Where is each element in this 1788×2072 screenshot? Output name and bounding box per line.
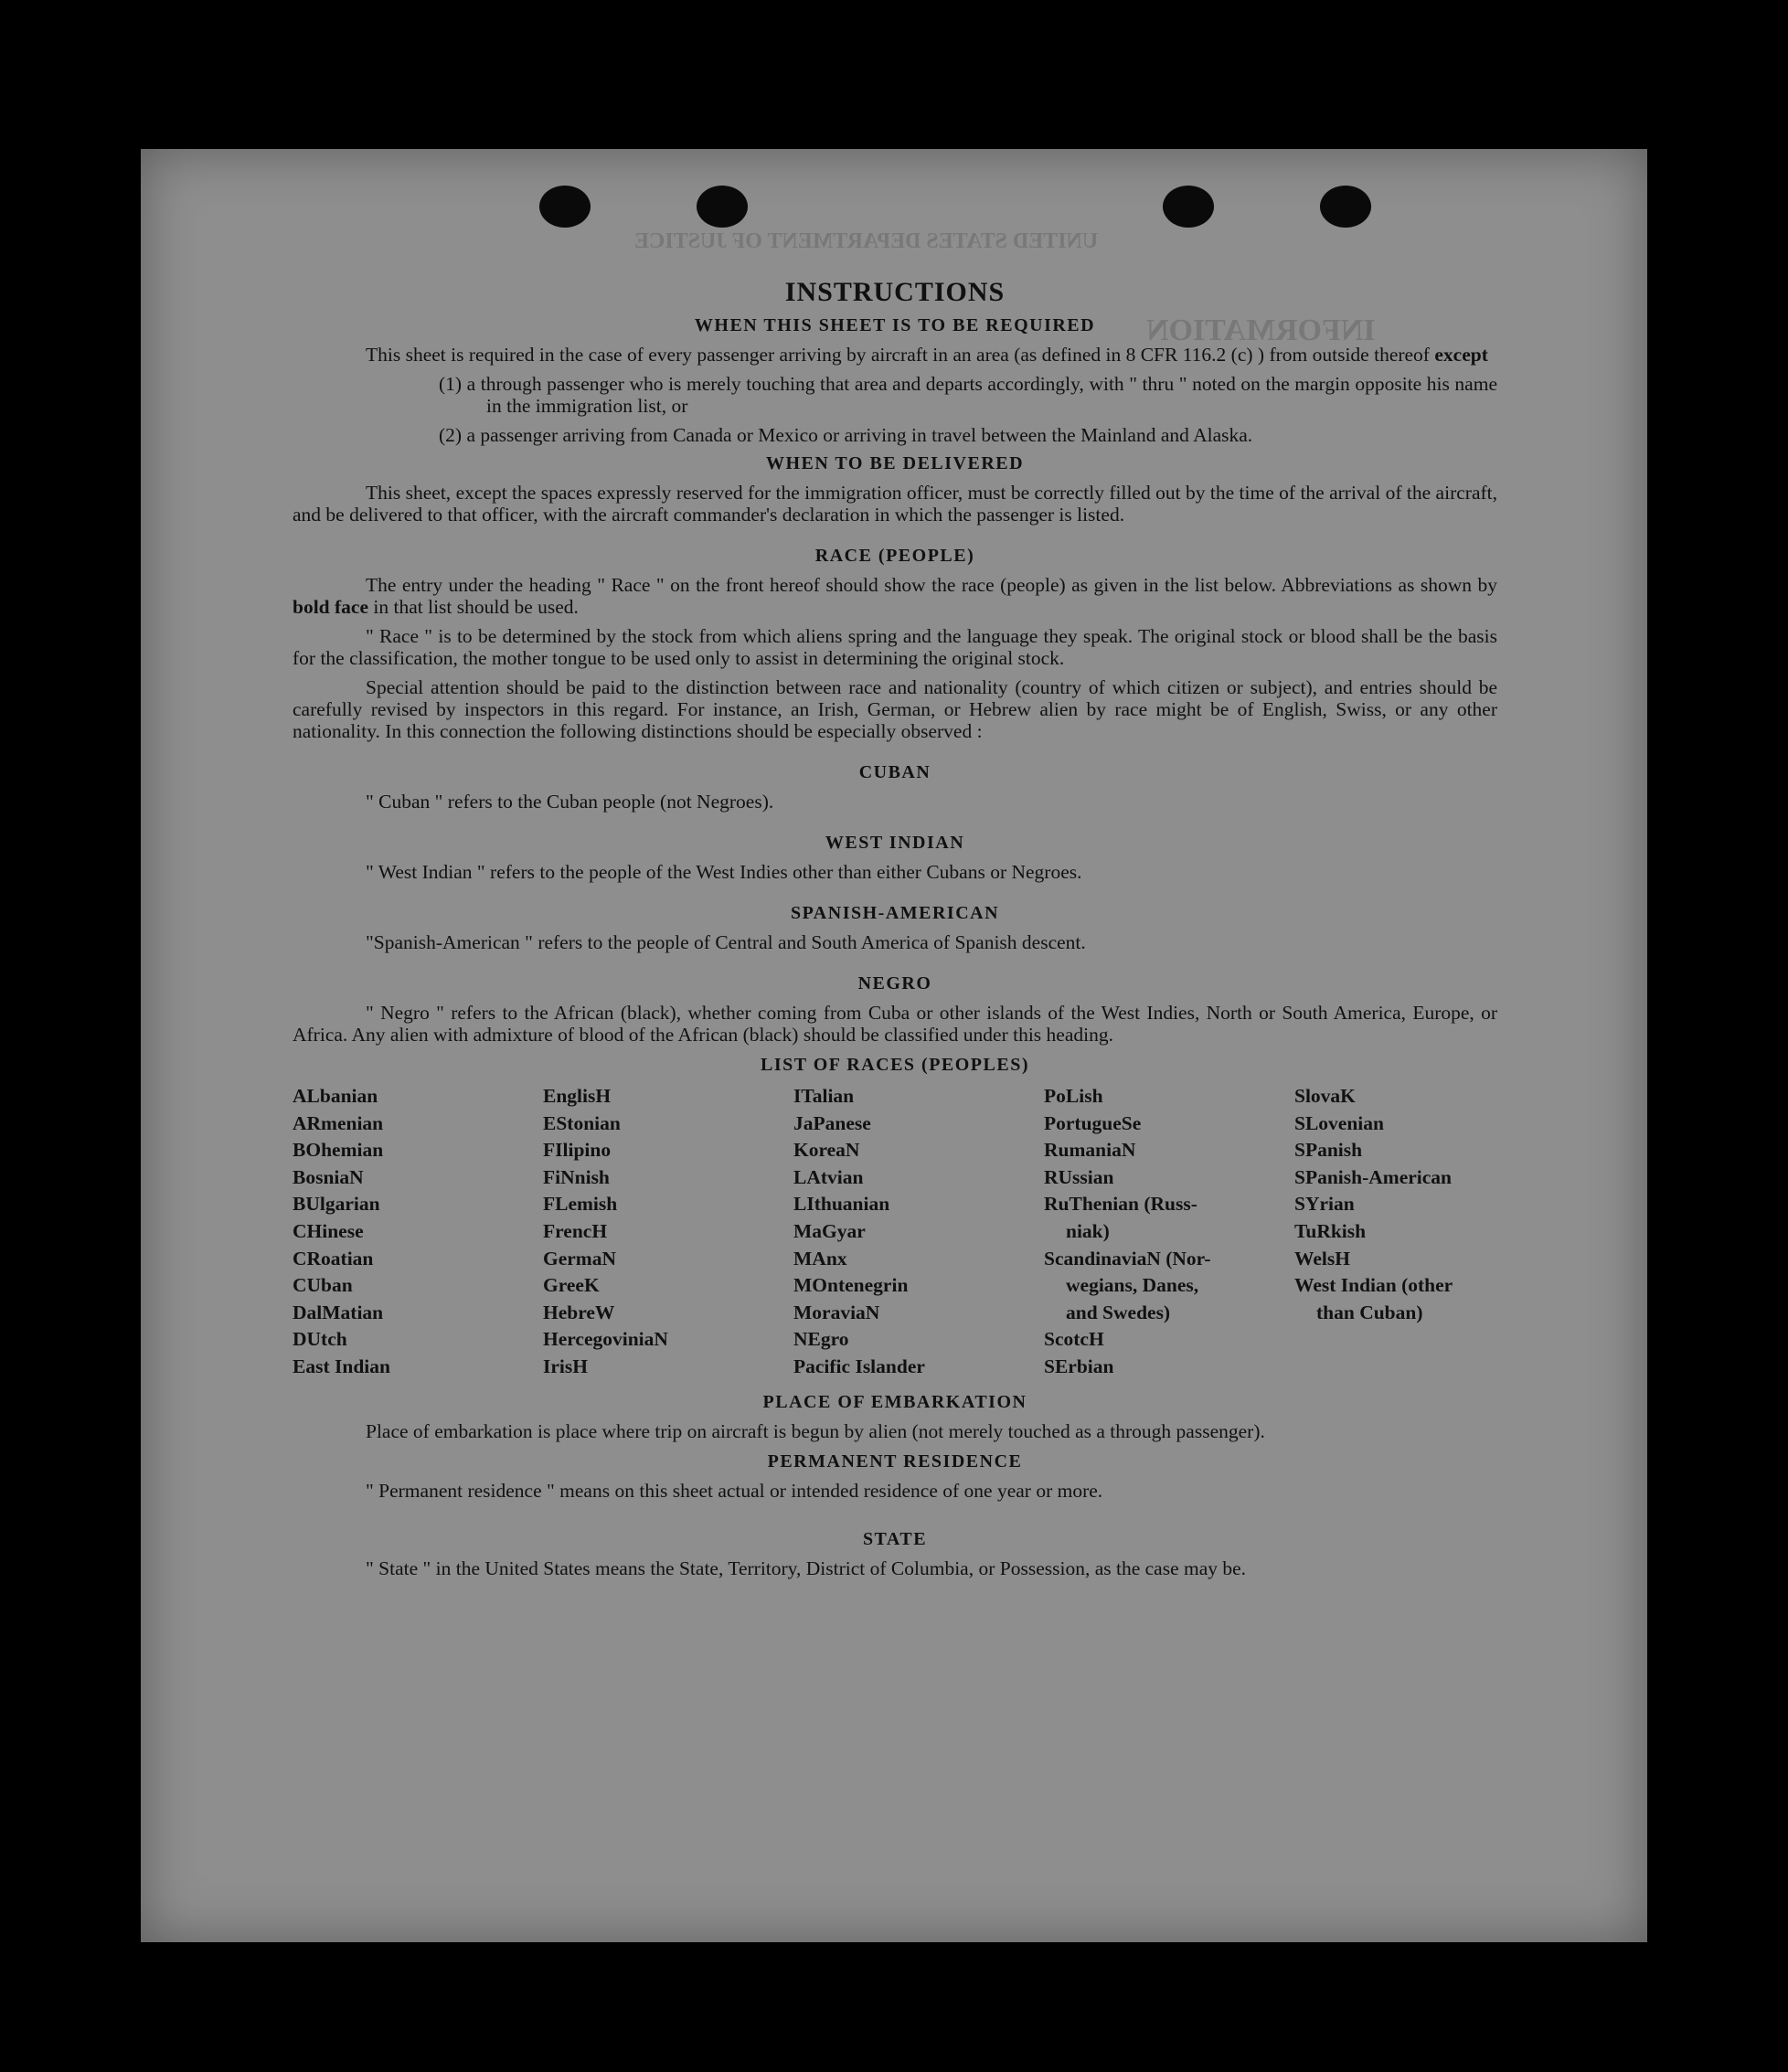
- punch-hole: [539, 186, 591, 228]
- race-entry: SPanish: [1294, 1139, 1363, 1162]
- page-title: INSTRUCTIONS: [784, 277, 1006, 307]
- section-heading-west-indian: WEST INDIAN: [825, 833, 965, 853]
- race-entry: FiNnish: [543, 1165, 610, 1188]
- section-heading-negro: NEGRO: [857, 973, 932, 993]
- punch-hole: [697, 186, 748, 228]
- race-entry: ARmenian: [293, 1111, 384, 1134]
- race-entry-continuation: than Cuban): [1316, 1301, 1423, 1323]
- race-entry: SPanish-American: [1294, 1165, 1452, 1188]
- paragraph-cuban: " Cuban " refers to the Cuban people (not Negroes).: [366, 791, 774, 813]
- paragraph-embarkation: Place of embarkation is place where trip on aircraft is begun by alien (not merely touched as a through passenger).: [366, 1420, 1265, 1442]
- paragraph-spanish-american: "Spanish-American " refers to the people of Central and South America of Spanish descent.: [366, 931, 1086, 953]
- race-entry: East Indian: [293, 1355, 390, 1377]
- races-column: [793, 1083, 925, 1381]
- paragraph-race-3: Special attention should be paid to the distinction between race and nationality (country of which citizen or subject), and entries should be carefully revised by inspectors in this regard. For instance, an Irish, German, or Hebrew alien by race might be of English, Swiss, or any other nationality. In this connection the following distinctions should be especially observed :: [293, 676, 1497, 742]
- race-entry: LAtvian: [793, 1165, 864, 1188]
- race-entry-continuation: niak): [1066, 1219, 1110, 1242]
- race-entry: GreeK: [543, 1274, 600, 1297]
- race-entry: MaGyar: [793, 1219, 866, 1242]
- bleed-through-texture: UNITED STATES DEPARTMENT OF JUSTICE: [634, 229, 1099, 253]
- race-entry: MAnx: [793, 1247, 847, 1270]
- races-column: [543, 1083, 668, 1381]
- race-entry: MOntenegrin: [793, 1274, 909, 1297]
- exception-item-2: (2) a passenger arriving from Canada or Mexico or arriving in travel between the Mainland and Alaska.: [439, 424, 1253, 446]
- paragraph-negro: " Negro " refers to the African (black), whether coming from Cuba or other islands of the West Indies, North or South America, Europe, or Africa. Any alien with admixture of blood of the African (black) should be classified under this heading.: [293, 1002, 1497, 1046]
- race-entry: GermaN: [543, 1247, 616, 1270]
- race-entry: HercegoviniaN: [543, 1328, 668, 1351]
- section-heading-when-required: WHEN THIS SHEET IS TO BE REQUIRED: [694, 315, 1096, 335]
- race-entry: BosniaN: [293, 1165, 364, 1188]
- instructions-content: [293, 277, 1497, 1579]
- race-entry: EnglisH: [543, 1085, 612, 1107]
- race-entry: MoraviaN: [793, 1301, 880, 1323]
- section-heading-embarkation: PLACE OF EMBARKATION: [762, 1392, 1027, 1412]
- race-entry: NEgro: [793, 1328, 849, 1351]
- race-entry: SYrian: [1294, 1193, 1355, 1216]
- section-heading-cuban: CUBAN: [858, 762, 931, 782]
- exception-item-1: (1) a through passenger who is merely touching that area and departs accordingly, with " thru " noted on the margin opposite his name in the immigration list, or: [439, 373, 1497, 417]
- race-entry: DUtch: [293, 1328, 347, 1351]
- race-entry: RuThenian (Russ-: [1044, 1193, 1197, 1216]
- race-entry: BOhemian: [293, 1139, 384, 1162]
- races-column: [1294, 1083, 1453, 1326]
- race-entry: CRoatian: [293, 1247, 374, 1270]
- race-entry: EStonian: [543, 1111, 621, 1134]
- race-entry-continuation: and Swedes): [1066, 1301, 1171, 1323]
- race-entry: FIlipino: [543, 1139, 612, 1162]
- race-entry: BUlgarian: [293, 1193, 380, 1216]
- paragraph-residence: " Permanent residence " means on this sheet actual or intended residence of one year or more.: [366, 1480, 1103, 1502]
- race-entry: West Indian (other: [1294, 1274, 1453, 1297]
- section-heading-spanish-american: SPANISH-AMERICAN: [790, 903, 1000, 923]
- race-entry: PoLish: [1044, 1085, 1103, 1107]
- races-column: [293, 1083, 390, 1381]
- document-sheet: [141, 149, 1647, 1942]
- race-entry: Pacific Islander: [793, 1355, 925, 1377]
- race-entry: DalMatian: [293, 1301, 384, 1323]
- section-heading-when-delivered: WHEN TO BE DELIVERED: [765, 453, 1025, 473]
- section-heading-races-list: LIST OF RACES (PEOPLES): [760, 1055, 1029, 1075]
- race-entry: IrisH: [543, 1355, 588, 1377]
- paragraph-when-delivered: This sheet, except the spaces expressly reserved for the immigration officer, must be correctly filled out by the time of the arrival of the aircraft, and be delivered to that officer, with the aircraft commander's declaration in which the passenger is listed.: [293, 482, 1497, 526]
- races-list: [293, 1083, 1497, 1385]
- races-column: [1044, 1083, 1211, 1381]
- race-entry: HebreW: [543, 1301, 615, 1323]
- race-entry: SErbian: [1044, 1355, 1114, 1377]
- race-entry: ScotcH: [1044, 1328, 1104, 1351]
- section-heading-race: RACE (PEOPLE): [814, 546, 975, 566]
- paragraph-race-2: " Race " is to be determined by the stock from which aliens spring and the language they speak. The original stock or blood shall be the basis for the classification, the mother tongue to be used only to assist in determining the original stock.: [293, 625, 1497, 669]
- race-entry: RumaniaN: [1044, 1139, 1136, 1162]
- race-entry: PortugueSe: [1044, 1111, 1142, 1134]
- race-entry: SLovenian: [1294, 1111, 1384, 1134]
- race-entry: CUban: [293, 1274, 353, 1297]
- race-entry: ScandinaviaN (Nor-: [1044, 1247, 1211, 1270]
- paragraph-when-required: This sheet is required in the case of every passenger arriving by aircraft in an area (as defined in 8 CFR 116.2 (c) ) from outside thereof except: [366, 344, 1488, 366]
- punch-hole: [1163, 186, 1214, 228]
- race-entry-continuation: wegians, Danes,: [1066, 1274, 1199, 1297]
- section-heading-residence: PERMANENT RESIDENCE: [767, 1451, 1023, 1472]
- paragraph-west-indian: " West Indian " refers to the people of the West Indies other than either Cubans or Negroes.: [366, 861, 1082, 883]
- punch-hole: [1320, 186, 1371, 228]
- race-entry: ITalian: [793, 1085, 855, 1107]
- race-entry: FLemish: [543, 1193, 618, 1216]
- race-entry: RUssian: [1044, 1165, 1114, 1188]
- race-entry: FrencH: [543, 1219, 608, 1242]
- paragraph-race-1: The entry under the heading " Race " on the front hereof should show the race (people) as given in the list below. Abbreviations as shown by bold face in that list should be used.: [293, 574, 1497, 618]
- race-entry: WelsH: [1294, 1247, 1350, 1270]
- race-entry: JaPanese: [793, 1111, 871, 1134]
- section-heading-state: STATE: [862, 1529, 928, 1549]
- bleed-through-texture: INFORMATION: [1146, 313, 1376, 347]
- race-entry: CHinese: [293, 1219, 364, 1242]
- race-entry: TuRkish: [1294, 1219, 1367, 1242]
- race-entry: LIthuanian: [793, 1193, 890, 1216]
- race-entry: KoreaN: [793, 1139, 860, 1162]
- paragraph-state: " State " in the United States means the State, Territory, District of Columbia, or Possession, as the case may be.: [366, 1557, 1247, 1579]
- race-entry: ALbanian: [293, 1085, 378, 1107]
- race-entry: SlovaK: [1294, 1085, 1356, 1107]
